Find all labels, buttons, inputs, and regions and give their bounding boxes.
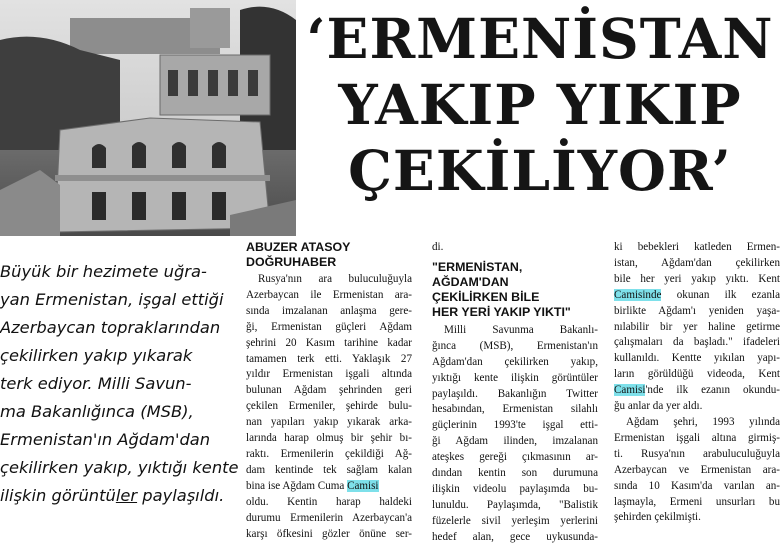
lead-line-last [0,482,242,510]
text-line: birlikte Ağdam'ı yeniden yaşa- [614,304,780,317]
text-line: nılabilir bir yer haline getirme [614,320,780,333]
text-line: Azerbaycan ile Ermenistan ara- [246,288,412,301]
lead-line: Ermenistan'ın Ağdam'dan [0,430,211,449]
text-line: yıktığı kente ilişkin görüntüler [432,371,598,384]
text-line: karşı öfkesini gözler önüne ser- [246,527,412,540]
subheading-line: HER YERİ YAKIP YIKTI" [432,304,571,319]
lead-line: Büyük bir hezimete uğra- [0,262,207,281]
headline-line-1: ‘ERMENİSTAN [306,6,774,71]
text-segment: bina ise Ağdam Cuma [246,479,348,492]
text-line: şehirden çekilmişti. [614,511,701,524]
text-line: çekilen Ermeniler, şehirde bulu- [246,400,412,413]
text-line: lunuldu. Paylaşımda, "Balistik [432,498,598,511]
lead-last-underlined: ler [115,486,138,505]
text-line: nan yapıları yakıp yıkarak arka- [246,416,412,429]
author-name: ABUZER ATASOY [246,240,351,254]
text-line: dından kentin son durumuna [432,467,598,480]
lead-last-before: ilişkin görüntü [0,486,116,505]
ruined-building-illustration [0,0,296,236]
headline [300,0,780,204]
subheading-line: AĞDAM'DAN [432,274,509,289]
text-line [246,479,412,495]
article-column-1 [246,240,412,542]
highlighted-word: Camisi [347,479,379,492]
text-line: Ağdam şehri, 1993 yılında [626,415,780,428]
text-line: ki bebekleri katleden Ermen- [614,241,780,253]
text-line: ğınca (MSB), Ermenistan'ın [432,339,598,352]
text-line: Rusya'nın ara buluculuğuyla [258,273,412,285]
text-line: güçlerinin 1993'te işgal etti- [432,419,598,432]
text-line: istan, Ağdam'dan çekilirken [614,256,780,269]
text-line: oldu. Kentin harap haldeki [246,495,412,508]
lead-line: yan Ermenistan, işgal ettiği [0,290,224,309]
text-line: ilişkin videolu paylaşımda bu- [432,482,598,495]
byline [246,240,412,270]
text-segment: 'nde ilk ezanın okundu- [645,384,780,397]
text-line [614,383,780,399]
text-line: durumu Ermenilerin Azerbaycan'a [246,511,412,524]
lead-paragraph [0,258,242,510]
text-line: Milli Savunma Bakanlı- [444,323,598,336]
text-line: kullanıldı. Kentte yıkılan yapı- [614,352,780,365]
text-line: sında 10 Kasım'da varılan an- [614,479,780,492]
text-segment: okunan ilk ezanla [661,288,780,301]
text-line: bulunan Ağdam şehrinden geri [246,384,412,397]
lead-line: ma Bakanlığınca (MSB), [0,402,194,421]
lead-last-after: paylaşıldı. [137,486,225,505]
text-line: hesabından, Ermenistan silahlı [432,403,598,416]
text-line: şehrini 20 Kasım tarihine kadar [246,336,412,349]
ruined-building-photo [0,0,296,236]
text-line: yıldır Ermenistan işgali altında [246,368,412,381]
subheading [432,260,598,320]
text-line: tamamen terk etti. Yaklaşık 27 [246,352,412,365]
text-line: Ermenistan işgali altına girmiş- [614,431,780,444]
lead-line: çekilirken yakıp yıkarak [0,346,193,365]
text-line: sında imzalanan anlaşma gere- [246,304,412,317]
highlighted-word: Camisi [614,384,646,397]
text-line: ti. Rusya'nın arabuluculuğuyla [614,447,780,460]
text-line: füzelerle sivil yerleşim yerlerini [432,514,598,527]
text-line: Ağdam'dan çekilirken yakıp, [432,355,598,368]
text-line: ların görüldüğü videoda, Kent [614,368,780,381]
headline-line-2: YAKIP YIKIP [338,72,742,137]
text-line: ğu anlar da yer aldı. [614,400,703,413]
highlighted-word: Camisinde [614,288,662,301]
publication-name: DOĞRUHABER [246,255,337,269]
text-line: hedef alan, gece uykusunda- [432,530,598,543]
article-column-2 [432,240,598,546]
headline-line-3: ÇEKİLİYOR’ [348,138,732,203]
text-line: ği, Ermenistan güçleri Ağdam [246,320,412,333]
text-line: ateşkes gereği çıkmasının ar- [432,451,598,464]
text-line: bile her yeri yakıp yıktı. Kent [614,272,780,285]
text-line: paylaşıldı. Bakanlığın Twitter [432,387,598,400]
text-line [614,288,780,304]
lead-line: terk ediyor. Milli Savun- [0,374,192,393]
text-line: larında harap olmuş bir şehir bı- [246,432,412,445]
lead-line: Azerbaycan topraklarından [0,318,221,337]
text-line: dam kentinde tek sağlam kalan [246,463,412,476]
text-line: raktı. Ermenilerin çekildiği Ağ- [246,447,412,460]
lead-line: çekilirken yakıp, yıktığı kente [0,458,239,477]
subheading-line: ÇEKİLİRKEN BİLE [432,289,540,304]
text-line: laşmayla, Ermeni unsurları bu [614,495,780,508]
subheading-line: "ERMENİSTAN, [432,259,523,274]
text-line: çalışmaları da başladı." ifadeleri [614,336,780,349]
text-line: di. [432,241,444,253]
text-line: Azerbaycan ve Ermenistan ara- [614,463,780,476]
text-line: ği Ağdam ilinden, imzalanan [432,435,598,448]
article-column-3 [614,240,780,526]
